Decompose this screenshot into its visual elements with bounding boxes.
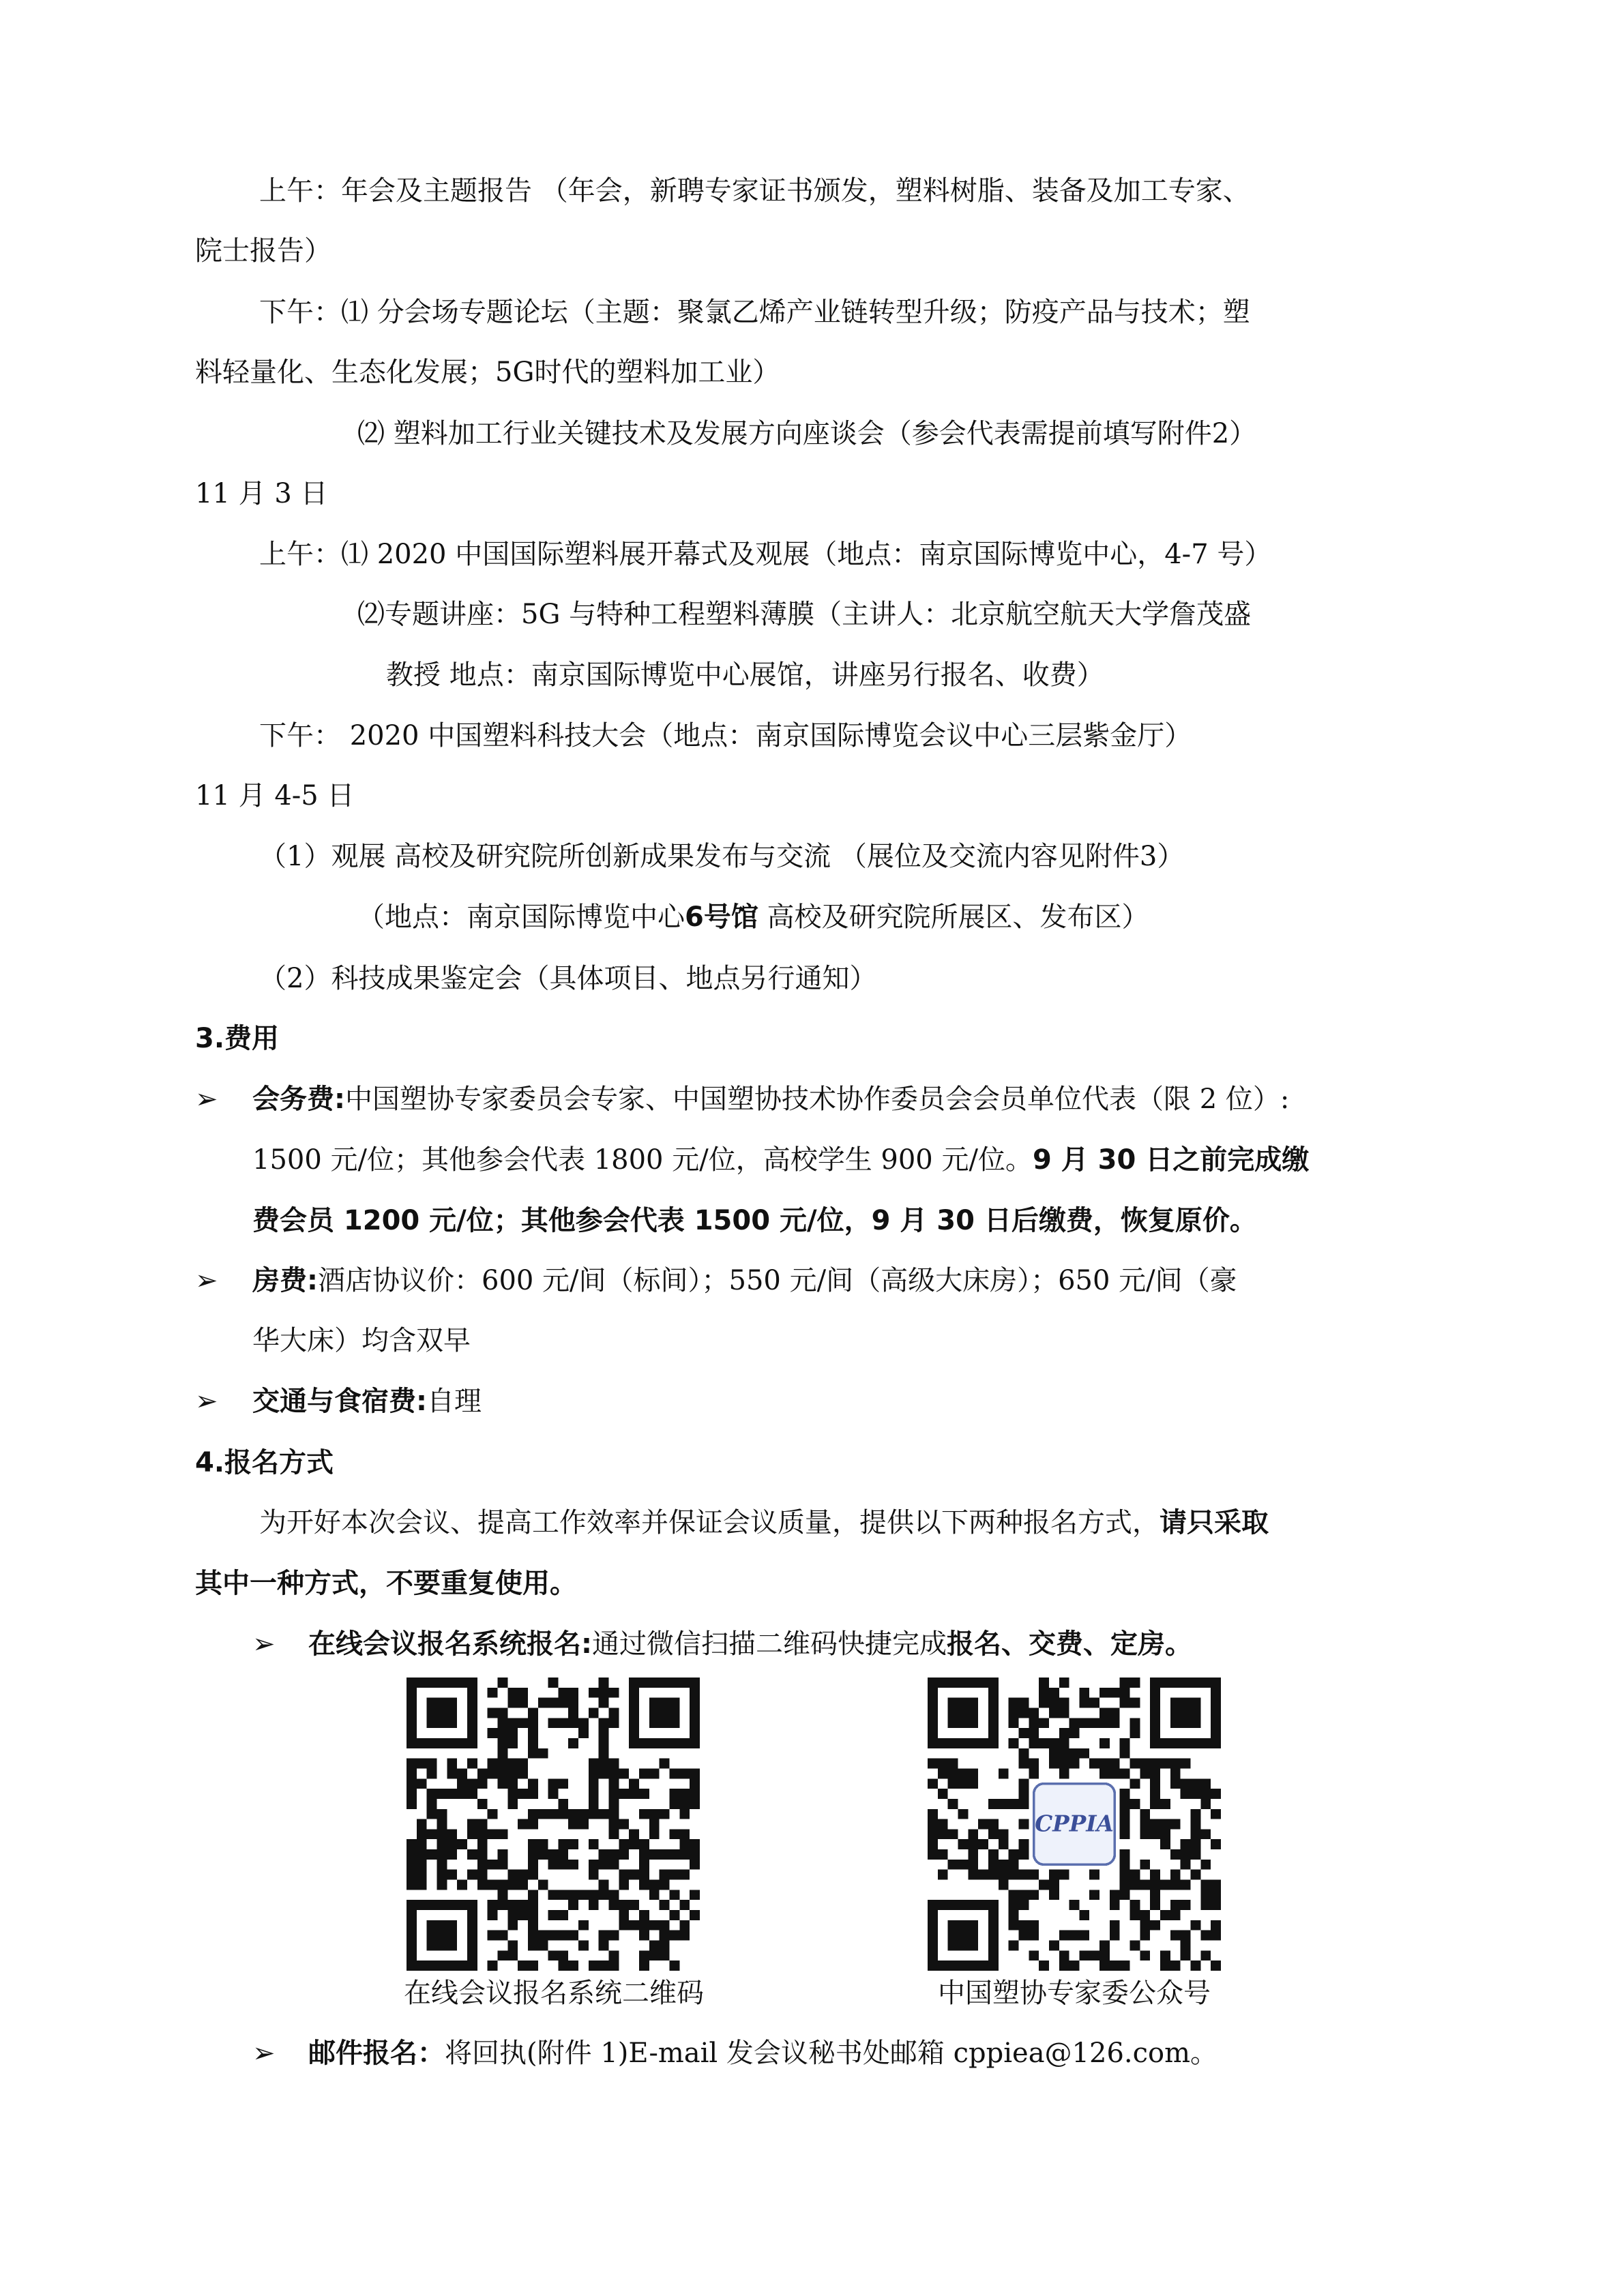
schedule-pm-symposium: ⑵ 塑料加工行业关键技术及发展方向座谈会（参会代表需提前填写附件2） (357, 418, 1257, 449)
fees-travel-label: 交通与食宿费: (252, 1386, 427, 1417)
arrow-bullet-icon: ➢ (252, 1628, 276, 1660)
signup-online-bold: 报名、交费、定房。 (947, 1628, 1192, 1660)
fees-conference-text2: 1500 元/位；其他参会代表 1800 元/位，高校学生 900 元/位。 (252, 1144, 1033, 1176)
fees-room-label: 房费: (252, 1265, 318, 1296)
signup-email-text: 将回执(附件 1)E-mail 发会议秘书处邮箱 cppiea@126.com。 (445, 2038, 1218, 2069)
signup-qr-code[interactable] (407, 1678, 700, 1971)
signup-online (308, 1627, 1192, 1661)
schedule-nov45: 11 月 4-5 日 (195, 780, 355, 811)
fees-room (252, 1264, 1237, 1298)
signup-heading: 4.报名方式 (195, 1447, 334, 1478)
location-hall: 6号馆 (685, 901, 758, 933)
fees-conference-label: 会务费: (252, 1084, 345, 1115)
schedule-am-report: 上午：年会及主题报告 （年会，新聘专家证书颁发，塑料树脂、装备及加工专家、 (259, 175, 1250, 207)
signup-intro-text: 为开好本次会议、提高工作效率并保证会议质量，提供以下两种报名方式， (259, 1507, 1160, 1538)
fees-travel-text: 自理 (427, 1386, 482, 1417)
signup-online-label: 在线会议报名系统报名: (308, 1628, 592, 1660)
qr2-caption: 中国塑协专家委公众号 (938, 1978, 1211, 2009)
fees-conference-early: 9 月 30 日之前完成缴 (1032, 1144, 1310, 1176)
schedule-nov3-pm: 下午： 2020 中国塑料科技大会（地点：南京国际博览会议中心三层紫金厅） (259, 720, 1192, 751)
schedule-pm-forum-cont: 料轻量化、生态化发展；5G时代的塑料加工业） (195, 357, 780, 388)
fees-conference-line2 (252, 1143, 1309, 1177)
fees-room-line2: 华大床）均含双早 (252, 1325, 471, 1356)
wechat-official-account-qr-code[interactable] (928, 1678, 1221, 1971)
arrow-bullet-icon: ➢ (195, 1084, 218, 1115)
schedule-nov3: 11 月 3 日 (195, 478, 328, 509)
signup-intro-line2: 其中一种方式，不要重复使用。 (195, 1568, 577, 1599)
qr2-logo-text: CPPIA (1035, 1810, 1114, 1837)
fees-travel (252, 1384, 482, 1418)
arrow-bullet-icon: ➢ (195, 1265, 218, 1296)
signup-online-text: 通过微信扫描二维码快捷完成 (592, 1628, 947, 1660)
fees-room-text: 酒店协议价：600 元/间（标间）；550 元/间（高级大床房）；650 元/间（豪 (318, 1265, 1237, 1296)
arrow-bullet-icon: ➢ (252, 2038, 276, 2069)
qr1-caption: 在线会议报名系统二维码 (404, 1978, 704, 2009)
arrow-bullet-icon: ➢ (195, 1386, 218, 1417)
signup-intro (259, 1506, 1269, 1540)
signup-email (308, 2036, 1217, 2070)
schedule-nov3-am1: 上午：⑴ 2020 中国国际塑料展开幕式及观展（地点：南京国际博览中心，4-7 号） (259, 539, 1272, 570)
schedule-pm-forum: 下午：⑴ 分会场专题论坛（主题：聚氯乙烯产业链转型升级；防疫产品与技术；塑 (259, 297, 1250, 328)
signup-intro-bold: 请只采取 (1160, 1507, 1269, 1538)
location-prefix: （地点：南京国际博览中心 (357, 901, 685, 933)
schedule-nov45-2: （2）科技成果鉴定会（具体项目、地点另行通知） (259, 963, 877, 994)
location-suffix: 高校及研究院所展区、发布区） (758, 901, 1149, 933)
fees-conference (252, 1082, 1289, 1116)
schedule-nov3-am2: ⑵专题讲座：5G 与特种工程塑料薄膜（主讲人：北京航空航天大学詹茂盛 (357, 599, 1252, 630)
schedule-nov3-am2-cont: 教授 地点：南京国际博览中心展馆，讲座另行报名、收费） (386, 659, 1104, 691)
fees-conference-line3: 费会员 1200 元/位；其他参会代表 1500 元/位，9 月 30 日后缴费，恢复原价。 (252, 1205, 1257, 1236)
fees-conference-text: 中国塑协专家委员会专家、中国塑协技术协作委员会会员单位代表（限 2 位）: (345, 1084, 1290, 1115)
fees-heading: 3.费用 (195, 1023, 280, 1054)
signup-email-label: 邮件报名： (308, 2038, 445, 2069)
schedule-am-report-cont: 院士报告） (195, 235, 331, 267)
schedule-nov45-1: （1）观展 高校及研究院所创新成果发布与交流 （展位及交流内容见附件3） (259, 841, 1185, 872)
schedule-nov45-1-location (357, 900, 1149, 934)
